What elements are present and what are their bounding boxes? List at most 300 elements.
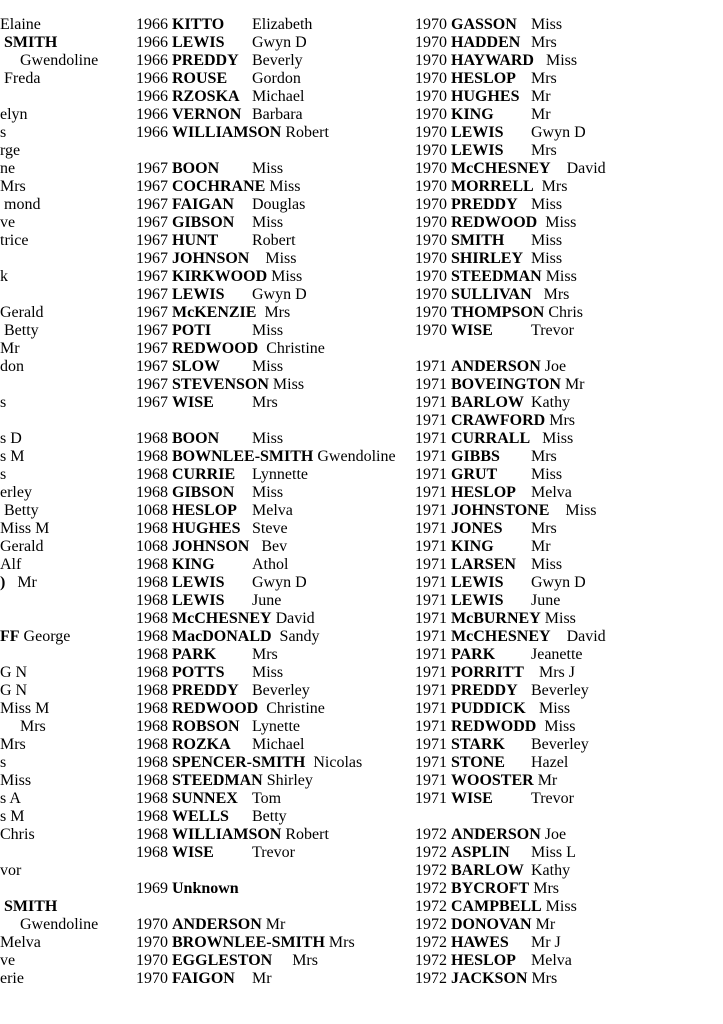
entry-year: 1970 (136, 952, 168, 969)
entry-surname: WISE (172, 844, 214, 861)
list-entry (136, 772, 416, 790)
entry-given-name: David (275, 610, 315, 627)
blank-line (415, 340, 723, 358)
given-name-fragment: s (0, 394, 7, 411)
given-name-fragment: Gwendoline (0, 916, 99, 933)
blank-line (136, 898, 416, 916)
entry-surname: STEEDMAN (172, 772, 263, 789)
given-name-fragment: Mr (5, 574, 37, 591)
given-name-fragment: rge (0, 142, 21, 159)
entry-year: 1972 (415, 970, 447, 987)
entry-surname: MacDONALD (172, 628, 272, 645)
entry-year: 1971 (415, 592, 447, 609)
given-name-fragment: Mrs (0, 736, 26, 753)
entry-given-name: Miss (540, 718, 576, 735)
entry-given-name: Beverley (252, 682, 310, 699)
entry-year: 1972 (415, 880, 447, 897)
entry-year: 1972 (415, 826, 447, 843)
list-entry (415, 16, 723, 34)
entry-given-name: Bev (253, 538, 288, 555)
entry-year: 1968 (136, 808, 168, 825)
name-fragment (0, 430, 135, 448)
entry-given-name: Robert (285, 124, 329, 141)
list-entry (415, 826, 723, 844)
entry-year: 1970 (415, 124, 447, 141)
entry-given-name: Trevor (531, 790, 574, 807)
given-name-fragment: G N (0, 682, 28, 699)
entry-year: 1970 (415, 196, 447, 213)
entry-year: 1968 (136, 646, 168, 663)
entry-given-name: David (554, 628, 606, 645)
entry-year: 1970 (415, 304, 447, 321)
list-entry (136, 970, 416, 988)
entry-surname: BARLOW (451, 862, 524, 879)
list-entry (415, 268, 723, 286)
list-entry (415, 952, 723, 970)
list-entry (415, 754, 723, 772)
entry-year: 1971 (415, 700, 447, 717)
entry-year: 1970 (415, 106, 447, 123)
entry-given-name: Gwyn D (252, 574, 307, 591)
list-entry (136, 268, 416, 286)
entry-surname: LEWIS (172, 574, 225, 591)
list-entry (415, 538, 723, 556)
entry-year: 1970 (415, 286, 447, 303)
entry-given-name: Elizabeth (252, 16, 313, 33)
blank-line (0, 610, 135, 628)
list-entry (415, 556, 723, 574)
entry-year: 1967 (136, 322, 168, 339)
entry-given-name: Betty (252, 808, 287, 825)
entry-year: 1970 (136, 970, 168, 987)
entry-given-name: Mrs (531, 520, 557, 537)
entry-year: 1971 (415, 520, 447, 537)
given-name-fragment: s (0, 754, 7, 771)
list-entry (415, 286, 723, 304)
list-entry (136, 844, 416, 862)
list-entry (136, 232, 416, 250)
list-entry (136, 286, 416, 304)
list-entry (136, 88, 416, 106)
entry-surname: FAIGON (172, 970, 235, 987)
name-fragment (0, 538, 135, 556)
entry-surname: WILLIAMSON (172, 124, 282, 141)
entry-year: 1968 (136, 484, 168, 501)
given-name-fragment: s (0, 466, 7, 483)
list-entry (136, 124, 416, 142)
entry-year: 1968 (136, 466, 168, 483)
entry-given-name: Miss (534, 430, 574, 447)
name-fragment (0, 268, 135, 286)
entry-year: 1968 (136, 592, 168, 609)
entry-given-name: Mr (531, 538, 551, 555)
entry-given-name: Mrs (252, 646, 278, 663)
entry-surname: EGGLESTON (172, 952, 273, 969)
entry-surname: GASSON (451, 16, 517, 33)
name-fragment (0, 214, 135, 232)
given-name-fragment: Freda (0, 70, 41, 87)
entry-year: 1970 (136, 916, 168, 933)
entry-surname: PREDDY (451, 196, 518, 213)
entry-given-name: Beverley (531, 736, 589, 753)
entry-year: 1971 (415, 538, 447, 555)
entry-year: 1970 (415, 178, 447, 195)
entry-surname: PREDDY (172, 682, 239, 699)
entry-surname: LEWIS (451, 124, 504, 141)
list-entry (136, 826, 416, 844)
list-entry (136, 196, 416, 214)
name-fragment (0, 358, 135, 376)
list-entry (136, 466, 416, 484)
given-name-fragment: don (0, 358, 24, 375)
given-name-fragment: Miss M (0, 520, 50, 537)
entry-surname: FAIGAN (172, 196, 234, 213)
list-entry (415, 664, 723, 682)
entry-surname: KITTO (172, 16, 225, 33)
list-entry (136, 70, 416, 88)
entry-given-name: Shirley (266, 772, 313, 789)
entry-surname: SMITH (451, 232, 505, 249)
entry-year: 1971 (415, 610, 447, 627)
name-fragment (0, 142, 135, 160)
entry-given-name: Mrs (260, 304, 291, 321)
entry-given-name: Miss (252, 322, 284, 339)
entry-given-name: Miss (252, 160, 284, 177)
entry-given-name: Christine (262, 700, 325, 717)
list-entry (415, 124, 723, 142)
entry-given-name: June (531, 592, 561, 609)
entry-surname: WISE (172, 394, 214, 411)
name-fragment (0, 718, 135, 736)
entry-year: 1970 (415, 70, 447, 87)
entry-year: 1972 (415, 862, 447, 879)
entry-given-name: Miss (531, 16, 563, 33)
entry-given-name: Miss L (531, 844, 576, 861)
entry-given-name: Kathy (531, 862, 571, 879)
given-name-fragment: ve (0, 214, 16, 231)
entry-given-name: Tom (252, 790, 282, 807)
entry-year: 1967 (136, 232, 168, 249)
list-entry (415, 70, 723, 88)
list-entry (136, 520, 416, 538)
entry-surname: SULLIVAN (451, 286, 532, 303)
entry-year: 1966 (136, 34, 168, 51)
entry-year: 1968 (136, 844, 168, 861)
entry-year: 1971 (415, 412, 447, 429)
entry-year: 1968 (136, 628, 168, 645)
list-entry (136, 736, 416, 754)
entry-surname: HAWES (451, 934, 509, 951)
list-entry (136, 52, 416, 70)
entry-given-name: Mrs (549, 412, 575, 429)
entry-year: 1970 (415, 142, 447, 159)
entry-surname: BOON (172, 160, 220, 177)
right-column (415, 16, 723, 988)
list-entry (136, 358, 416, 376)
entry-year: 1967 (136, 250, 168, 267)
entry-year: 1970 (415, 214, 447, 231)
entry-given-name: Melva (531, 952, 572, 969)
list-entry (415, 196, 723, 214)
given-name-fragment: trice (0, 232, 29, 249)
entry-year: 1967 (136, 178, 168, 195)
entry-year: 1971 (415, 682, 447, 699)
entry-given-name: Kathy (531, 394, 571, 411)
entry-given-name: Miss (252, 430, 284, 447)
entry-year: 1971 (415, 502, 447, 519)
entry-given-name: Miss (269, 178, 301, 195)
surname-fragment: FF (0, 628, 20, 645)
list-entry (415, 448, 723, 466)
name-fragment (0, 736, 135, 754)
entry-surname: GIBSON (172, 484, 235, 501)
entry-year: 1968 (136, 664, 168, 681)
given-name-fragment: s M (0, 448, 25, 465)
name-fragment (0, 700, 135, 718)
entry-year: 1970 (415, 250, 447, 267)
entry-year: 1971 (415, 772, 447, 789)
list-entry (136, 376, 416, 394)
entry-surname: LEWIS (172, 286, 225, 303)
entry-given-name: Miss (531, 232, 563, 249)
given-name-fragment: George (19, 628, 71, 645)
name-fragment (0, 502, 135, 520)
entry-year: 1968 (136, 790, 168, 807)
list-entry (415, 844, 723, 862)
surname-fragment: ) (0, 574, 6, 591)
list-entry (136, 754, 416, 772)
entry-surname: LEWIS (451, 574, 504, 591)
entry-year: 1968 (136, 556, 168, 573)
entry-given-name: Gordon (252, 70, 301, 87)
entry-surname: Unknown (172, 880, 239, 897)
list-entry (415, 160, 723, 178)
entry-year: 1968 (136, 772, 168, 789)
entry-year: 1968 (136, 574, 168, 591)
list-entry (415, 628, 723, 646)
entry-given-name: Mr (535, 916, 556, 933)
entry-surname: LARSEN (451, 556, 516, 573)
name-fragment (0, 70, 135, 88)
left-column-partial (0, 16, 135, 988)
list-entry (415, 970, 723, 988)
entry-surname: SPENCER-SMITH (172, 754, 306, 771)
list-entry (415, 250, 723, 268)
given-name-fragment: ne (0, 160, 16, 177)
blank-line (136, 862, 416, 880)
list-entry (136, 790, 416, 808)
entry-year: 1971 (415, 556, 447, 573)
entry-given-name: Miss (252, 358, 284, 375)
entry-surname: PREDDY (451, 682, 518, 699)
entry-surname: LEWIS (172, 592, 225, 609)
entry-surname: JOHNSON (172, 250, 250, 267)
list-entry (415, 376, 723, 394)
entry-given-name: Gwyn D (531, 124, 586, 141)
entry-given-name: Miss (537, 52, 578, 69)
blank-line (0, 646, 135, 664)
entry-given-name: June (252, 592, 282, 609)
list-entry (415, 142, 723, 160)
name-fragment (0, 196, 135, 214)
entry-given-name: Jeanette (531, 646, 583, 663)
entry-year: 1970 (415, 322, 447, 339)
entry-year: 1968 (136, 700, 168, 717)
entry-surname: THOMPSON (451, 304, 545, 321)
name-fragment (0, 574, 135, 592)
entry-given-name: Gwendoline (317, 448, 396, 465)
name-fragment (0, 16, 135, 34)
entry-given-name: Miss (271, 268, 303, 285)
list-entry (415, 394, 723, 412)
list-entry (136, 214, 416, 232)
given-name-fragment: erie (0, 970, 24, 987)
list-entry (136, 106, 416, 124)
name-fragment (0, 520, 135, 538)
given-name-fragment: elyn (0, 106, 28, 123)
list-entry (136, 502, 416, 520)
name-fragment (0, 754, 135, 772)
entry-given-name: Mrs (533, 880, 560, 897)
entry-given-name: David (554, 160, 606, 177)
entry-surname: WISE (451, 790, 493, 807)
entry-surname: ANDERSON (451, 358, 541, 375)
entry-surname: BROWNLEE-SMITH (172, 934, 325, 951)
entry-given-name: Gwyn D (531, 574, 586, 591)
entry-given-name: Mr (564, 376, 585, 393)
entry-surname: HAYWARD (451, 52, 534, 69)
entry-surname: JOHNSTONE (451, 502, 550, 519)
name-fragment (0, 970, 135, 988)
entry-year: 1068 (136, 538, 168, 555)
blank-line (0, 412, 135, 430)
surname-fragment: SMITH (0, 34, 58, 51)
entry-year: 1968 (136, 754, 168, 771)
list-entry (136, 178, 416, 196)
entry-given-name: Gwyn D (252, 34, 307, 51)
list-entry (415, 880, 723, 898)
entry-year: 1970 (415, 232, 447, 249)
blank-line (0, 250, 135, 268)
given-name-fragment: s (0, 124, 7, 141)
given-name-fragment: Miss (0, 772, 32, 789)
entry-surname: MORRELL (451, 178, 534, 195)
entry-surname: BOON (172, 430, 220, 447)
list-entry (415, 610, 723, 628)
entry-surname: POTI (172, 322, 212, 339)
name-fragment (0, 304, 135, 322)
list-entry (136, 628, 416, 646)
name-fragment (0, 232, 135, 250)
entry-surname: VERNON (172, 106, 242, 123)
name-fragment (0, 466, 135, 484)
entry-surname: PARK (451, 646, 496, 663)
entry-surname: REDWOOD (172, 700, 259, 717)
given-name-fragment: Betty (0, 502, 39, 519)
entry-given-name: Miss (553, 502, 597, 519)
entry-given-name: Nicolas (309, 754, 363, 771)
entry-given-name: Mrs J (531, 664, 576, 681)
entry-year: 1971 (415, 466, 447, 483)
entry-year: 1970 (415, 88, 447, 105)
list-entry (136, 574, 416, 592)
entry-surname: LEWIS (451, 142, 504, 159)
given-name-fragment: Chris (0, 826, 35, 843)
entry-year: 1966 (136, 70, 168, 87)
entry-surname: WELLS (172, 808, 229, 825)
entry-surname: DONOVAN (451, 916, 532, 933)
entry-surname: KING (451, 538, 494, 555)
name-fragment (0, 790, 135, 808)
list-entry (415, 862, 723, 880)
given-name-fragment: vor (0, 862, 22, 879)
list-entry (136, 322, 416, 340)
entry-given-name: Joe (544, 826, 567, 843)
entry-given-name: Mrs (531, 970, 558, 987)
entry-given-name: Beverly (252, 52, 303, 69)
list-entry (136, 556, 416, 574)
name-fragment (0, 808, 135, 826)
entry-surname: ROBSON (172, 718, 240, 735)
entry-surname: BOVEINGTON (451, 376, 561, 393)
entry-given-name: Miss (545, 898, 577, 915)
entry-surname: ANDERSON (172, 916, 262, 933)
entry-year: 1971 (415, 718, 447, 735)
entry-surname: ROUSE (172, 70, 228, 87)
entry-given-name: Douglas (252, 196, 306, 213)
entry-surname: BARLOW (451, 394, 524, 411)
list-entry (415, 790, 723, 808)
entry-year: 1966 (136, 106, 168, 123)
list-entry (415, 466, 723, 484)
given-name-fragment: Gerald (0, 538, 44, 555)
name-fragment (0, 952, 135, 970)
entry-year: 1970 (415, 16, 447, 33)
list-entry (136, 448, 416, 466)
entry-given-name: Athol (252, 556, 289, 573)
entry-given-name: Mr (265, 916, 286, 933)
list-entry (136, 340, 416, 358)
entry-given-name: Michael (252, 88, 305, 105)
name-fragment (0, 484, 135, 502)
entry-given-name: Miss (531, 466, 563, 483)
entry-given-name: Lynnette (252, 466, 308, 483)
given-name-fragment: s D (0, 430, 22, 447)
entry-year: 1966 (136, 16, 168, 33)
list-entry (136, 430, 416, 448)
entry-given-name: Joe (544, 358, 567, 375)
list-entry (415, 736, 723, 754)
entry-year: 1968 (136, 826, 168, 843)
entry-year: 1967 (136, 358, 168, 375)
list-entry (415, 700, 723, 718)
entry-year: 1968 (136, 520, 168, 537)
entry-surname: HUGHES (451, 88, 520, 105)
given-name-fragment: Miss M (0, 700, 50, 717)
name-fragment (0, 934, 135, 952)
list-entry (136, 394, 416, 412)
entry-surname: ANDERSON (451, 826, 541, 843)
name-fragment (0, 106, 135, 124)
entry-surname: SUNNEX (172, 790, 238, 807)
entry-given-name: Sandy (275, 628, 320, 645)
list-entry (415, 592, 723, 610)
entry-surname: HUNT (172, 232, 219, 249)
list-entry (136, 592, 416, 610)
entry-surname: KING (451, 106, 494, 123)
entry-surname: RZOSKA (172, 88, 240, 105)
blank-line (0, 592, 135, 610)
